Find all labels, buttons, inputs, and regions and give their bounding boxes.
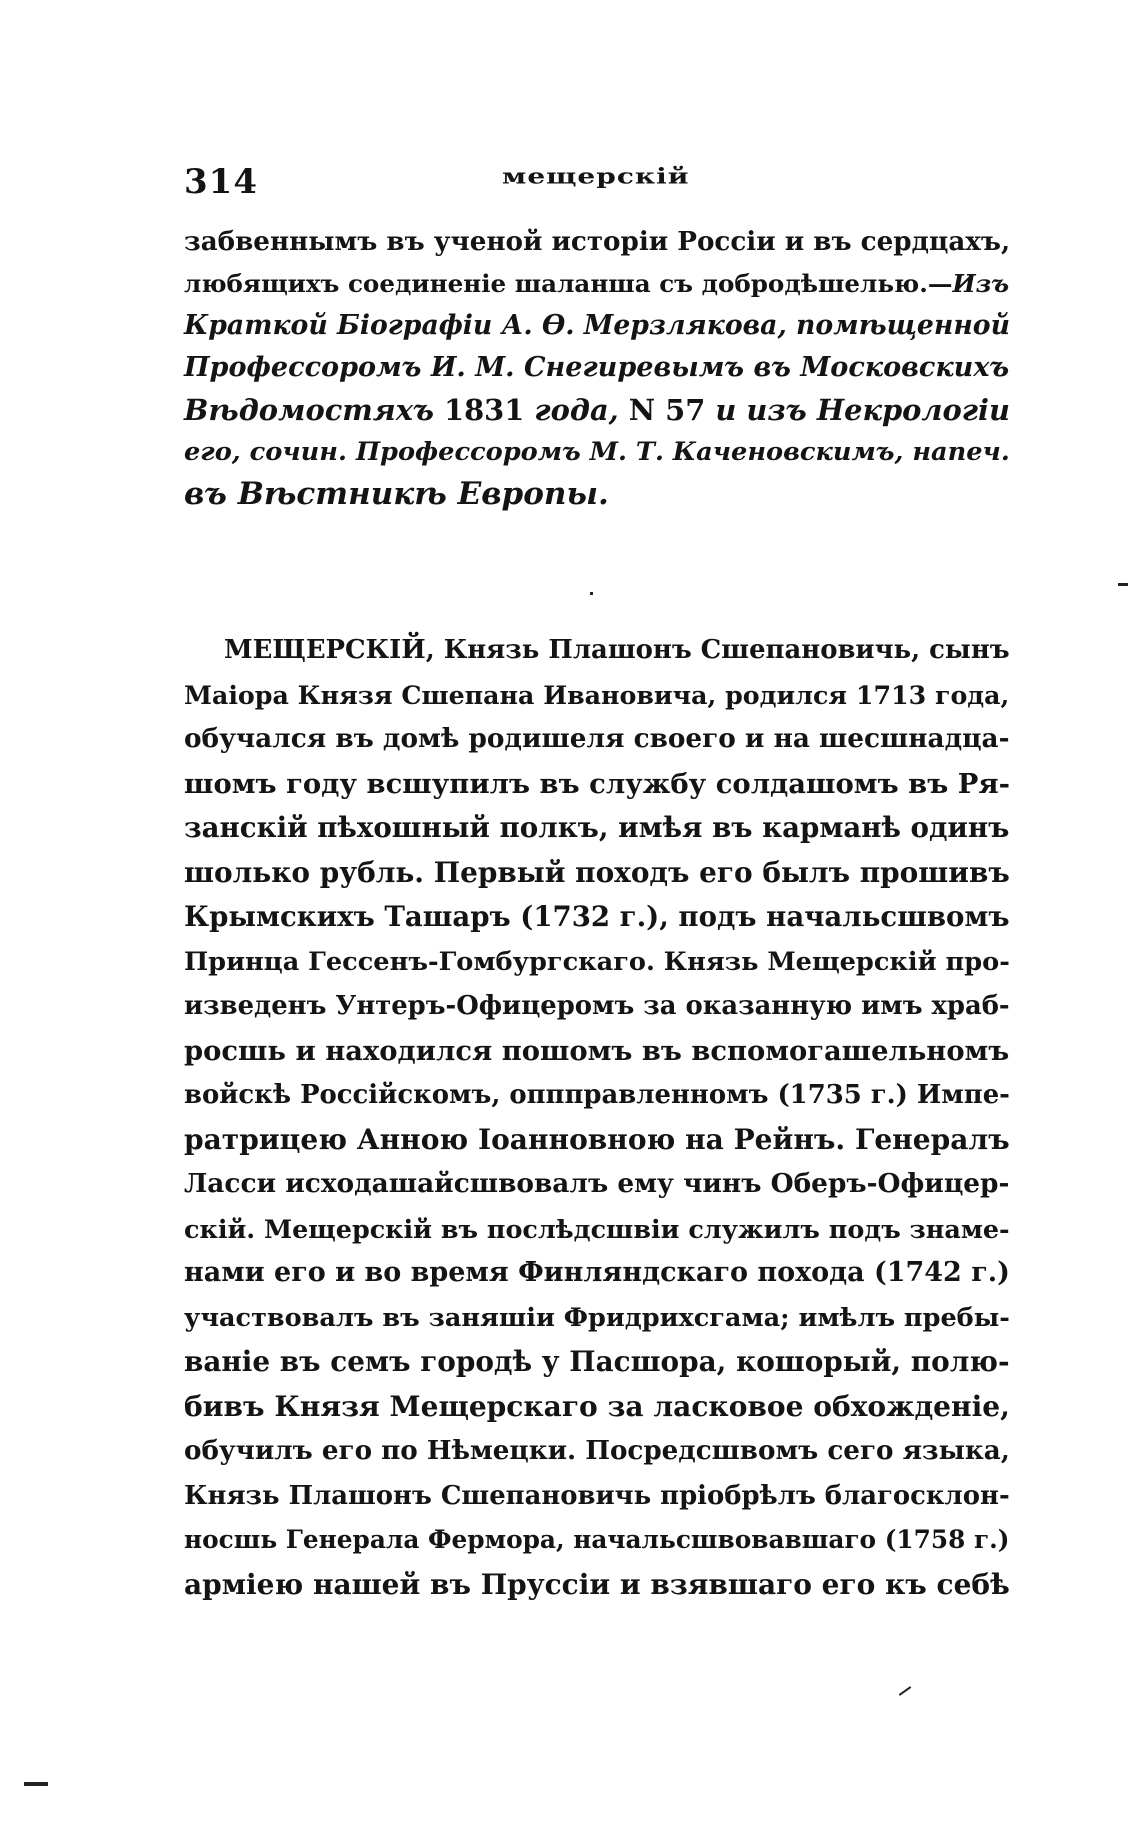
text-line [184, 1520, 1010, 1560]
text-segment: его, сочин. Профессоромъ М. Т. Каченовскимъ, напеч. [184, 437, 1010, 467]
text-line [184, 390, 1010, 430]
text-line [184, 853, 1010, 893]
text-line [184, 808, 1010, 848]
text-line [184, 222, 1010, 262]
text-line [184, 1476, 1010, 1516]
text-line [184, 719, 1010, 759]
text-line [184, 1342, 1010, 1382]
text-segment: арміею нашей въ Пруссіи и взявшаго его къ себѣ [184, 1568, 1010, 1601]
text-segment: и изъ Некрологіи [705, 393, 1010, 427]
text-segment: 1831 [444, 393, 525, 427]
text-segment: занскій пѣхошный полкъ, имѣя въ карманѣ одинъ [184, 811, 1010, 844]
text-segment: Краткой Біографіи А. Ѳ. Мерзлякова, помѣщенной [184, 310, 1010, 341]
scan-mark-right [1118, 583, 1128, 586]
text-segment: , Князь Плашонъ Сшепановичь, сынъ [425, 635, 1010, 665]
text-segment: нами его и во время Финляндскаго похода (1742 г.) [184, 1257, 1010, 1288]
text-line [184, 1031, 1010, 1071]
text-segment: забвеннымъ въ ученой исторіи Россіи и въ сердцахъ, [184, 226, 1011, 257]
text-segment: бивъ Князя Мещерскаго за ласковое обхожденіе, [184, 1390, 1010, 1423]
text-line [184, 1298, 1010, 1338]
text-segment: Ласси исходашайсшвовалъ ему чинъ Оберъ-Офицер- [184, 1168, 1010, 1199]
text-segment: въ Вѣстникѣ Европы. [184, 476, 609, 512]
text-segment: Князь Плашонъ Сшепановичь пріобрѣлъ благосклон- [184, 1481, 1010, 1511]
text-segment: шомъ году всшупилъ въ службу солдашомъ въ Ря- [184, 768, 1010, 800]
text-segment: Профессоромъ И. М. Снегиревымъ въ Московскихъ [184, 352, 1010, 383]
text-segment: росшь и находился пошомъ въ вспомогашельномъ [184, 1035, 1010, 1067]
text-line [184, 1120, 1010, 1160]
text-line [184, 306, 1010, 346]
scan-mark-bottom-left [24, 1782, 48, 1786]
text-segment: Крымскихъ Ташаръ (1732 г.), подъ начальсшвомъ [184, 900, 1010, 933]
text-segment: участвовалъ въ заняшіи Фридрихсгама; имѣлъ пребы- [184, 1303, 1010, 1333]
text-segment: изведенъ Унтеръ-Офицеромъ за оказанную имъ храб- [184, 991, 1010, 1021]
text-segment: войскѣ Россійскомъ, оппправленномъ (1735 г.) Импе- [184, 1080, 1010, 1110]
text-line [184, 942, 1010, 982]
text-segment: Принца Гессенъ-Гомбургскаго. Князь Мещерскій про- [184, 947, 1010, 977]
text-line [184, 1075, 1010, 1115]
article-first-line [224, 630, 1010, 670]
text-segment: Маіора Князя Сшепана Ивановича, родился 1713 года, [184, 680, 1010, 710]
text-segment: года, [524, 393, 629, 427]
text-line [184, 764, 1010, 804]
page-number: 314 [184, 162, 258, 202]
text-segment: любящихъ соединеніе шаланша съ добродѣшелью.— [184, 269, 953, 298]
text-line [184, 986, 1010, 1026]
text-segment: Изъ [952, 269, 1010, 298]
article-heading: МЕЩЕРСКІЙ [224, 635, 426, 665]
text-line [184, 897, 1010, 937]
text-segment: шолько рубль. Первый походъ его былъ прошивъ [184, 856, 1010, 889]
scan-mark-dot [590, 592, 593, 595]
text-line [184, 1164, 1010, 1204]
text-line [184, 1431, 1010, 1471]
text-line [184, 264, 1010, 304]
running-title: мещерскій [502, 164, 690, 189]
text-line [184, 432, 1010, 472]
text-line [184, 348, 1010, 388]
text-segment: обучался въ домѣ родишеля своего и на шесшнадца- [184, 723, 1010, 754]
page-header [184, 158, 990, 208]
scan-mark-stroke [899, 1686, 912, 1696]
text-line [184, 1209, 1010, 1249]
text-line [184, 1387, 1010, 1427]
text-line [184, 1253, 1010, 1293]
text-segment: Вѣдомостяхъ [184, 393, 445, 427]
text-line [184, 675, 1010, 715]
text-segment: N 57 [628, 393, 706, 427]
text-line [184, 474, 1010, 514]
text-segment: ратрицею Анною Іоанновною на Рейнъ. Генералъ [184, 1123, 1010, 1156]
text-line [184, 1565, 1010, 1605]
text-segment: скій. Мещерскій въ послѣдсшвіи служилъ подъ знаме- [184, 1214, 1010, 1244]
text-segment: ваніе въ семъ городѣ у Пасшора, кошорый, полю- [184, 1345, 1010, 1378]
text-segment: носшь Генерала Фермора, начальсшвовавшаго (1758 г.) [184, 1525, 1010, 1554]
text-segment: обучилъ его по Нѣмецки. Посредсшвомъ сего языка, [184, 1435, 1010, 1466]
